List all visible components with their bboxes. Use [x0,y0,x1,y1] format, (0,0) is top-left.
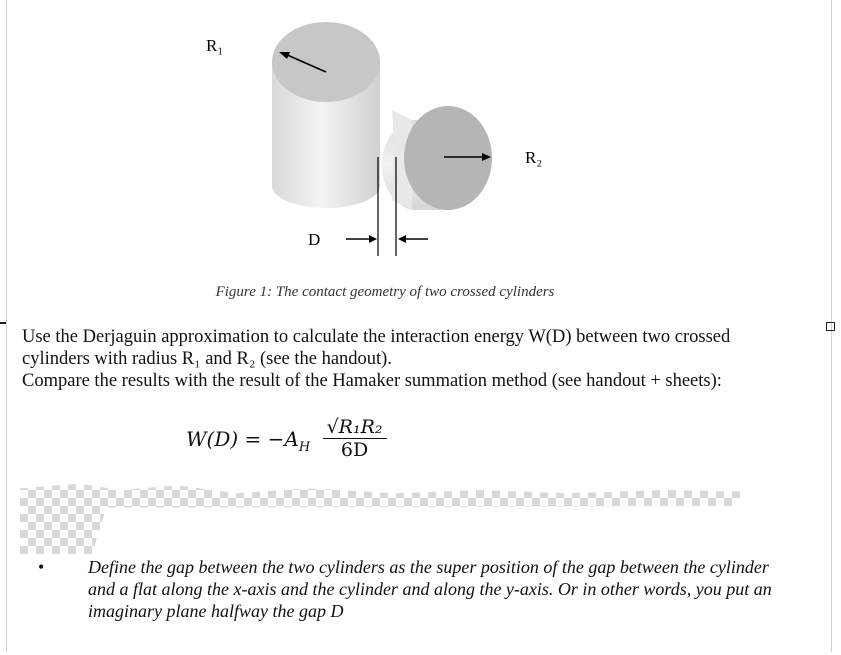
bullet-text: Define the gap between the two cylinders as the super position of the gap between the cylinder and a flat along the x-axis and the cylinder and along the y-axis. Or in other words, you put an imaginary plane halfway the gap D [88,557,772,621]
formula-numerator: √R₁R₂ [323,416,387,439]
problem-text [22,326,782,392]
bullet-symbol: • [38,557,45,577]
page-corner-mark [826,322,835,331]
horizontal-cylinder [382,106,492,210]
formula-denominator: 6D [340,439,369,461]
page-corner-mark [0,322,6,324]
formula-lhs-subscript: H [298,440,311,455]
label-r2: R₂ [525,148,543,167]
label-r1: R₁ [206,36,224,55]
paragraph-hamaker: Compare the results with the result of the Hamaker summation method (see handout + sheets): [22,371,722,391]
hamaker-formula [186,418,387,463]
figure-caption: Figure 1: The contact geometry of two crossed cylinders [215,284,555,300]
hint-bullet [38,556,798,622]
formula-lhs: W(D) = −A [186,427,299,451]
label-d: D [308,230,321,249]
vertical-cylinder [272,22,380,208]
paragraph-derjaguin: Use the Derjaguin approximation to calculate the interaction energy W(D) between two crossed cylinders with radius R₁ and R₂ (see the handout). [22,327,731,369]
crossed-cylinders-figure [0,0,841,300]
